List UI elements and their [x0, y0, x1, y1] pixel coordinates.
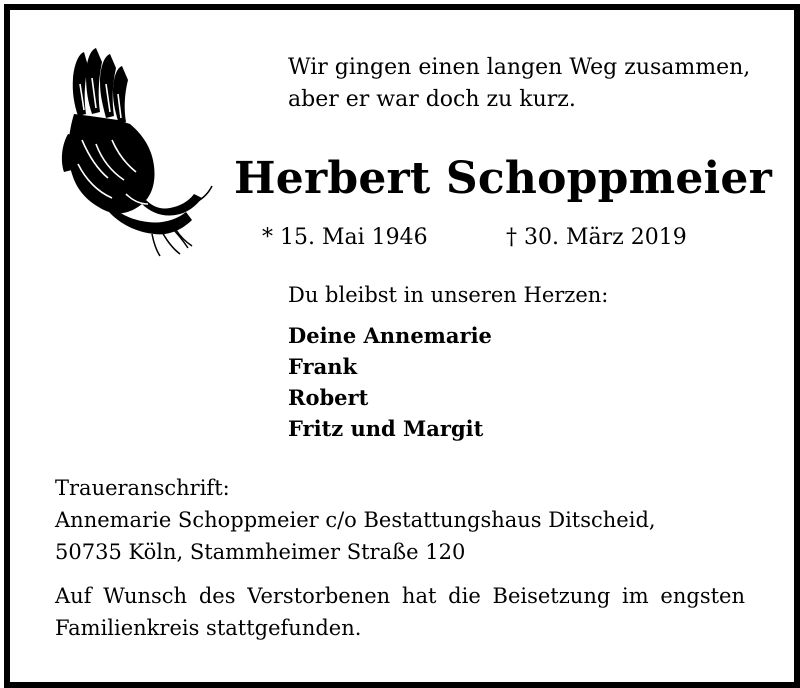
heart-line: Du bleibst in unseren Herzen:: [288, 283, 609, 307]
address-heading: Traueranschrift:: [55, 476, 230, 500]
mourner: Fritz und Margit: [288, 416, 484, 441]
birth-date: * 15. Mai 1946: [262, 225, 428, 250]
mourner: Deine Annemarie: [288, 323, 492, 348]
mourner: Frank: [288, 354, 358, 379]
address-line: 50735 Köln, Stammheimer Straße 120: [55, 540, 466, 564]
mourners-list: [288, 320, 492, 444]
motto-line: aber er war doch zu kurz.: [288, 87, 576, 112]
deceased-name: Herbert Schoppmeier: [234, 153, 773, 204]
address-line: Annemarie Schoppmeier c/o Bestattungshaus Ditscheid,: [55, 508, 656, 532]
motto-line: Wir gingen einen langen Weg zusammen,: [288, 55, 751, 80]
closing-note: Auf Wunsch des Verstorbenen hat die Beisetzung im engsten Familienkreis stattgefunden.: [55, 584, 745, 640]
mourner: Robert: [288, 385, 369, 410]
praying-hands-icon: [56, 44, 216, 258]
death-date: † 30. März 2019: [506, 225, 687, 250]
motto: [288, 52, 750, 116]
mourning-address: [55, 472, 656, 568]
